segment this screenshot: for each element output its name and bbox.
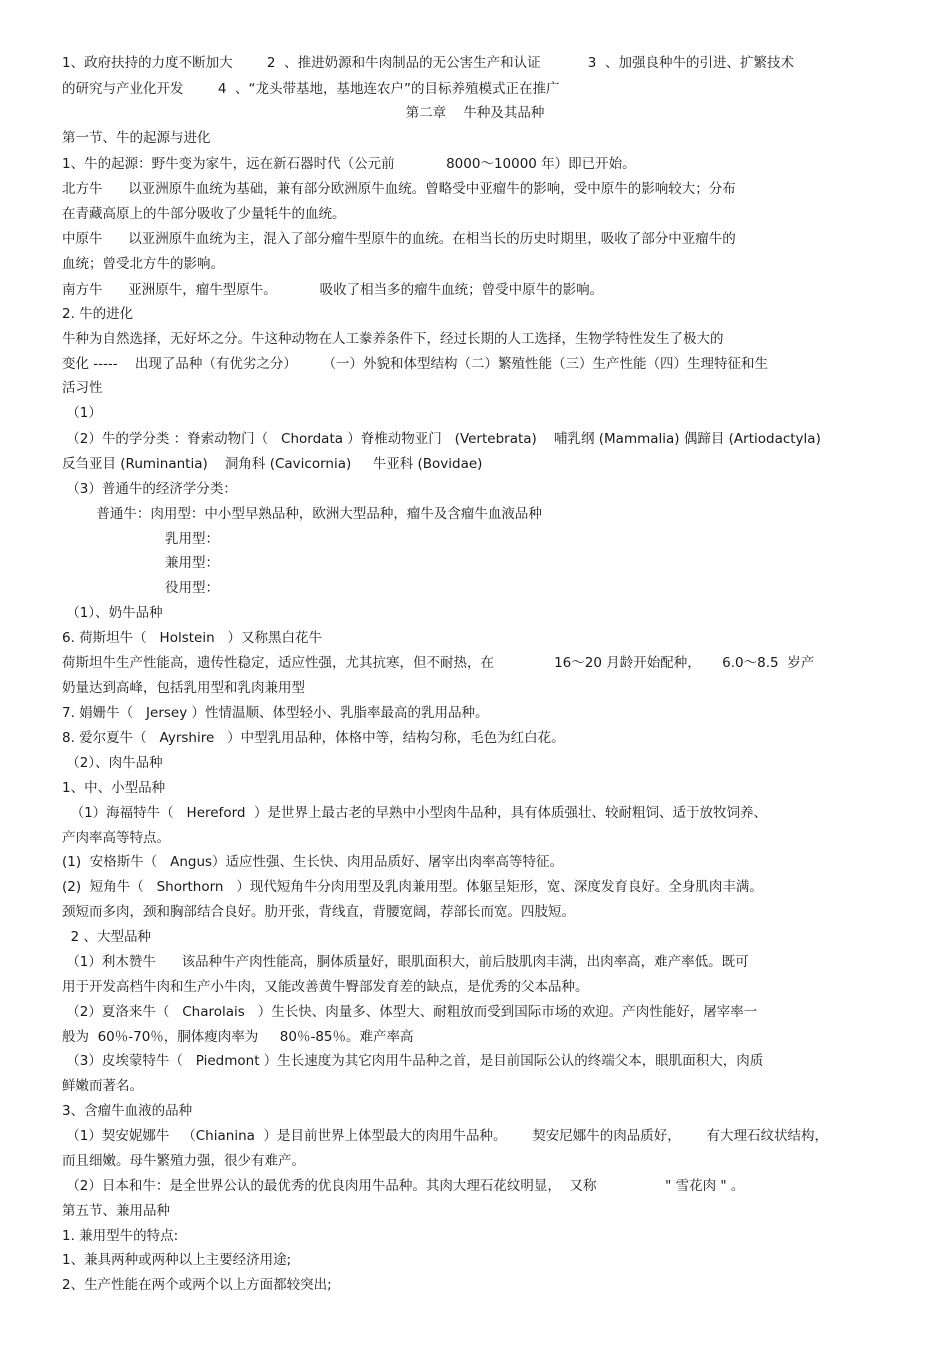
text-line: 1. 兼用型牛的特点:	[62, 1228, 179, 1244]
text-line: 6. 荷斯坦牛（ Holstein ）又称黑白花牛	[62, 630, 323, 646]
chapter-title: 第二章 牛种及其品种	[405, 105, 545, 121]
text-line: 鲜嫩而著名。	[62, 1078, 143, 1094]
text-line: 中原牛 以亚洲原牛血统为主，混入了部分瘤牛型原牛的血统。在相当长的历史时期里，吸收了部分中亚瘤牛的	[62, 231, 736, 247]
text-line: （2）牛的学分类 ：脊索动物门（ Chordata ）脊椎动物亚门 (Vertebrata) 哺乳纲 (Mammalia) 偶蹄目 (Artiodactyla)	[62, 431, 821, 447]
text-line: （1）利木赞牛 该品种牛产肉性能高，胴体质量好，眼肌面积大，前后肢肌肉丰满，出肉率高，难产率低。既可	[62, 954, 749, 970]
section-heading: 3、含瘤牛血液的品种	[62, 1103, 193, 1119]
text-line: 普通牛：肉用型：中小型早熟品种，欧洲大型品种，瘤牛及含瘤牛血液品种	[62, 506, 542, 522]
text-line: 乳用型：	[62, 531, 219, 547]
text-line: （3）普通牛的经济学分类：	[62, 481, 237, 497]
text-line: 反刍亚目 (Ruminantia) 洞角科 (Cavicornia) 牛亚科 (Bovidae)	[62, 456, 483, 472]
text-line: 血统；曾受北方牛的影响。	[62, 256, 224, 272]
text-line: 北方牛 以亚洲原牛血统为基础，兼有部分欧洲原牛血统。曾略受中亚瘤牛的影响，受中原牛的影响较大；分布	[62, 181, 736, 197]
text-line: 兼用型：	[62, 555, 219, 571]
section-heading: 第一节、牛的起源与进化	[62, 130, 211, 146]
section-heading: （1）、奶牛品种	[62, 605, 163, 621]
text-line: 2、生产性能在两个或两个以上方面都较突出;	[62, 1277, 332, 1293]
text-line: 荷斯坦牛生产性能高，遗传性稳定，适应性强，尤其抗寒，但不耐热，在 16～20 月龄开始配种， 6.0～8.5 岁产	[62, 655, 815, 671]
text-line: (1) 安格斯牛（ Angus）适应性强、生长快、肉用品质好、屠宰出肉率高等特征。	[62, 854, 564, 870]
text-line: （1）	[62, 405, 102, 421]
text-line: 用于开发高档牛肉和生产小牛肉，又能改善黄牛臀部发育差的缺点，是优秀的父本品种。	[62, 979, 589, 995]
text-line: 1、政府扶持的力度不断加大 2 、推进奶源和牛肉制品的无公害生产和认证 3 、加强良种牛的引进、扩繁技术	[62, 55, 794, 71]
text-line: （2）日本和牛：是全世界公认的最优秀的优良肉用牛品种。其肉大理石花纹明显， 又称 " 雪花肉 " 。	[62, 1178, 745, 1194]
text-line: 奶量达到高峰，包括乳用型和乳肉兼用型	[62, 680, 305, 696]
text-line: 南方牛 亚洲原牛，瘤牛型原牛。 吸收了相当多的瘤牛血统；曾受中原牛的影响。	[62, 282, 604, 298]
text-line: 变化 ----- 出现了品种（有优劣之分） （一）外貌和体型结构（二）繁殖性能（三）生产性能（四）生理特征和生	[62, 356, 769, 372]
text-line: 产肉率高等特点。	[62, 830, 170, 846]
text-line: 在青藏高原上的牛部分吸收了少量牦牛的血统。	[62, 206, 346, 222]
section-heading: （2）、肉牛品种	[62, 755, 163, 771]
text-line: （3）皮埃蒙特牛（ Piedmont ）生长速度为其它肉用牛品种之首，是目前国际公认的终端父本，眼肌面积大，肉质	[62, 1053, 764, 1069]
text-line: （2）夏洛来牛（ Charolais ）生长快、肉量多、体型大、耐粗放而受到国际市场的欢迎。产肉性能好，屠宰率一	[62, 1004, 758, 1020]
text-line: （1）海福特牛（ Hereford ）是世界上最古老的早熟中小型肉牛品种，具有体质强壮、较耐粗饲、适于放牧饲养、	[62, 805, 768, 821]
text-line: 颈短而多肉，颈和胸部结合良好。肋开张，背线直，背腰宽阔，荐部长而宽。四肢短。	[62, 904, 575, 920]
text-line: 8. 爱尔夏牛（ Ayrshire ）中型乳用品种，体格中等，结构匀称，毛色为红白花。	[62, 730, 565, 746]
text-line: 7. 娟姗牛（ Jersey ）性情温顺、体型轻小、乳脂率最高的乳用品种。	[62, 705, 489, 721]
section-heading: 第五节、兼用品种	[62, 1203, 170, 1219]
text-line: (2) 短角牛（ Shorthorn ）现代短角牛分肉用型及乳肉兼用型。体躯呈矩形，宽、深度发育良好。全身肌肉丰满。	[62, 879, 763, 895]
text-line: 役用型：	[62, 580, 219, 596]
text-line: 的研究与产业化开发 4 、“龙头带基地，基地连农户”的目标养殖模式正在推广	[62, 81, 560, 97]
text-line: 1、兼具两种或两种以上主要经济用途;	[62, 1252, 292, 1268]
text-line: 般为 60％-70％，胴体瘦肉率为 80％-85％。难产率高	[62, 1029, 414, 1045]
section-heading: 2 、大型品种	[62, 929, 151, 945]
text-line: （1）契安妮娜牛 （Chianina ）是目前世界上体型最大的肉用牛品种。 契安尼娜牛的肉品质好， 有大理石纹状结构，	[62, 1128, 828, 1144]
section-heading: 2. 牛的进化	[62, 306, 134, 322]
text-line: 而且细嫩。母牛繁殖力强，很少有难产。	[62, 1153, 305, 1169]
text-line: 1、牛的起源：野牛变为家牛，远在新石器时代（公元前 8000～10000 年）即已开始。	[62, 156, 636, 172]
text-line: 牛种为自然选择，无好坏之分。牛这种动物在人工豢养条件下，经过长期的人工选择，生物学特性发生了极大的	[62, 331, 724, 347]
text-line: 1、中、小型品种	[62, 780, 166, 796]
text-line: 活习性	[62, 380, 103, 396]
